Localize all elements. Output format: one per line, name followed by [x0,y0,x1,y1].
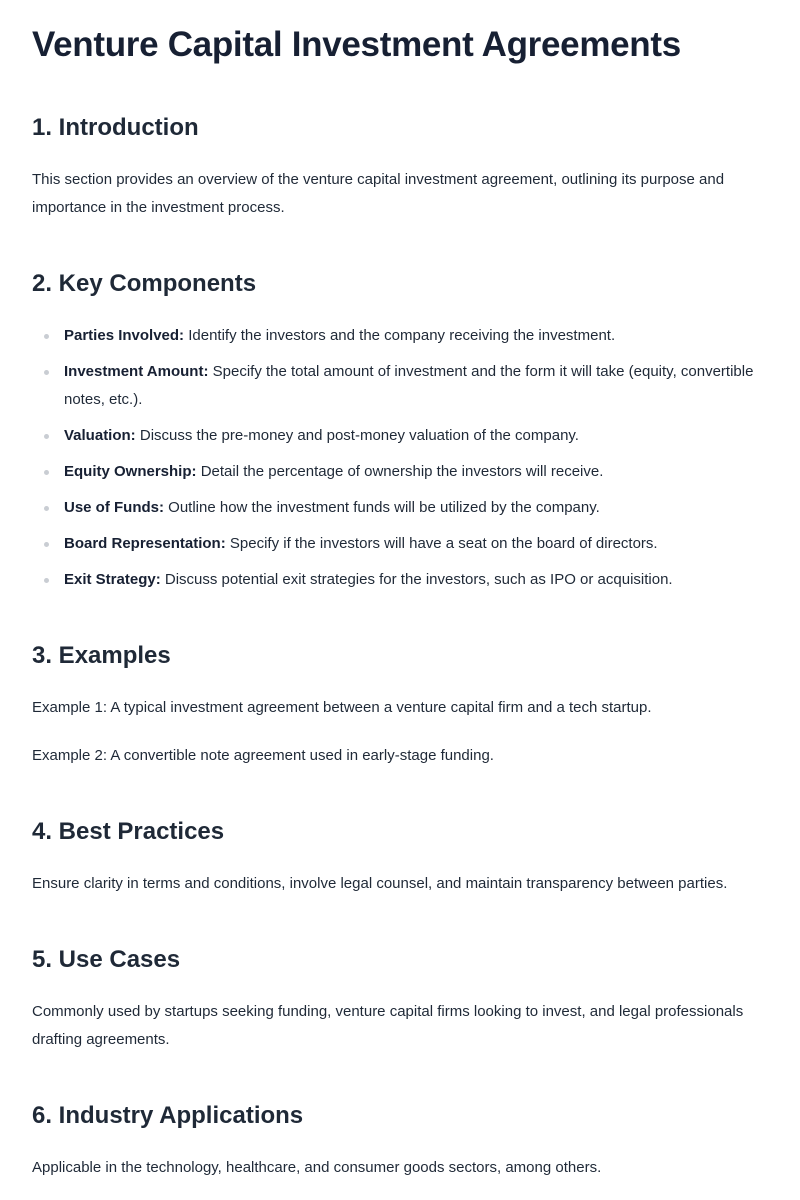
section-examples [32,640,768,770]
item-term: Valuation: [64,427,136,444]
example-paragraph: Example 2: A convertible note agreement used in early-stage funding. [32,747,494,764]
section-heading: 1. Introduction [32,114,199,141]
section-use-cases [32,944,768,1054]
item-term: Exit Strategy: [64,571,161,588]
item-description: Discuss potential exit strategies for the investors, such as IPO or acquisition. [164,571,673,588]
list-item [32,422,768,450]
section-text: Applicable in the technology, healthcare, and consumer goods sectors, among others. [32,1159,602,1176]
section-key-components [32,268,768,594]
item-term: Equity Ownership: [64,463,197,480]
section-text: Commonly used by startups seeking funding, venture capital firms looking to invest, and legal professionals drafting agreements. [32,1003,744,1048]
bullet-icon [44,334,49,339]
item-description: Detail the percentage of ownership the investors will receive. [200,463,604,480]
section-text: Ensure clarity in terms and conditions, involve legal counsel, and maintain transparency between parties. [32,875,728,892]
list-item [32,494,768,522]
item-term: Use of Funds: [64,499,164,516]
bullet-icon [44,470,49,475]
bullet-icon [44,434,49,439]
section-industry-applications [32,1100,768,1182]
bullet-icon [44,370,49,375]
example-paragraph: Example 1: A typical investment agreement between a venture capital firm and a tech startup. [32,699,652,716]
section-heading: 6. Industry Applications [32,1102,304,1129]
key-components-list [32,322,768,594]
item-term: Board Representation: [64,535,226,552]
list-item [32,566,768,594]
item-term: Parties Involved: [64,327,185,344]
section-best-practices [32,816,768,898]
item-description: Outline how the investment funds will be utilized by the company. [168,499,600,516]
list-item [32,322,768,350]
section-introduction [32,112,768,222]
item-description: Specify if the investors will have a seat on the board of directors. [229,535,658,552]
list-item [32,458,768,486]
bullet-icon [44,578,49,583]
bullet-icon [44,506,49,511]
bullet-icon [44,542,49,547]
section-heading: 4. Best Practices [32,818,225,845]
list-item [32,358,768,414]
item-description: Identify the investors and the company receiving the investment. [188,327,616,344]
item-description: Discuss the pre-money and post-money valuation of the company. [139,427,579,444]
section-text: This section provides an overview of the venture capital investment agreement, outlining its purpose and importance in the investment process. [32,171,725,216]
section-heading: 5. Use Cases [32,946,181,973]
section-heading: 2. Key Components [32,270,257,297]
item-description: Specify the total amount of investment and the form it will take (equity, convertible notes, etc.). [64,363,754,408]
section-heading: 3. Examples [32,642,171,669]
page-title: Venture Capital Investment Agreements [32,25,681,64]
item-term: Investment Amount: [64,363,209,380]
list-item [32,530,768,558]
